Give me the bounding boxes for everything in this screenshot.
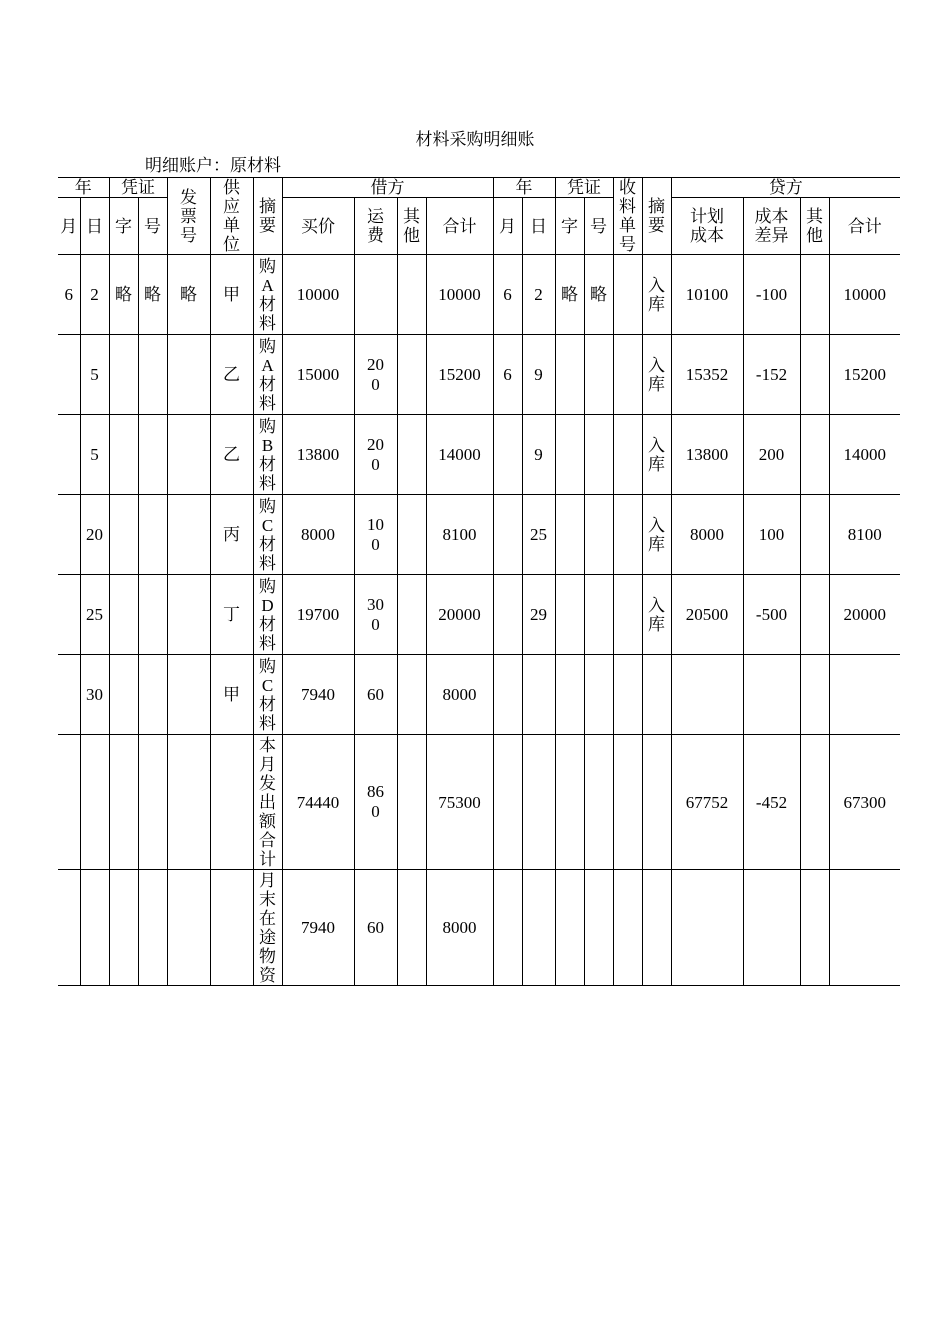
cell-freight: 860 xyxy=(354,735,397,870)
cell-other-2 xyxy=(800,335,829,415)
cell-summary: 购D材料 xyxy=(253,575,282,655)
cell-summary: 购A材料 xyxy=(253,255,282,335)
cell-month xyxy=(58,415,80,495)
cell-supplier: 丁 xyxy=(210,575,253,655)
cell-month-2 xyxy=(493,870,522,986)
cell-voucher-num-2 xyxy=(584,735,613,870)
cell-freight: 200 xyxy=(354,415,397,495)
cell-voucher-num xyxy=(138,655,167,735)
cell-purchase-price: 8000 xyxy=(282,495,354,575)
cell-receipt-no xyxy=(613,335,642,415)
cell-credit-total: 67300 xyxy=(829,735,900,870)
cell-receipt-no xyxy=(613,870,642,986)
header-receipt-no: 收料单号 xyxy=(613,178,642,255)
header-voucher-char: 字 xyxy=(109,198,138,255)
cell-other xyxy=(397,655,426,735)
cell-credit-total: 20000 xyxy=(829,575,900,655)
table-row xyxy=(58,415,900,495)
cell-invoice-no xyxy=(167,495,210,575)
cell-receipt-no xyxy=(613,655,642,735)
cell-supplier xyxy=(210,870,253,986)
cell-purchase-price: 7940 xyxy=(282,870,354,986)
cell-summary: 月末在途物资 xyxy=(253,870,282,986)
cell-credit-total: 14000 xyxy=(829,415,900,495)
cell-summary-2 xyxy=(642,870,671,986)
cell-credit-total: 15200 xyxy=(829,335,900,415)
cell-other-2 xyxy=(800,575,829,655)
cell-purchase-price: 74440 xyxy=(282,735,354,870)
cell-other-2 xyxy=(800,735,829,870)
cell-planned-cost: 13800 xyxy=(671,415,743,495)
cell-debit-total: 10000 xyxy=(426,255,493,335)
cell-voucher-char xyxy=(109,575,138,655)
cell-receipt-no xyxy=(613,255,642,335)
cell-summary-2 xyxy=(642,735,671,870)
cell-voucher-char-2 xyxy=(555,415,584,495)
header-summary: 摘要 xyxy=(253,178,282,255)
header-voucher-num-2: 号 xyxy=(584,198,613,255)
cell-month xyxy=(58,575,80,655)
cell-debit-total: 8000 xyxy=(426,870,493,986)
cell-invoice-no xyxy=(167,575,210,655)
cell-invoice-no xyxy=(167,415,210,495)
table-row xyxy=(58,735,900,870)
cell-freight xyxy=(354,255,397,335)
cell-day: 25 xyxy=(80,575,109,655)
cell-supplier: 甲 xyxy=(210,255,253,335)
cell-summary-2: 入库 xyxy=(642,495,671,575)
cell-cost-variance: -152 xyxy=(743,335,800,415)
header-other-2: 其他 xyxy=(800,198,829,255)
cell-day-2 xyxy=(522,655,555,735)
cell-voucher-num-2: 略 xyxy=(584,255,613,335)
cell-invoice-no xyxy=(167,735,210,870)
table-row xyxy=(58,335,900,415)
cell-voucher-char xyxy=(109,495,138,575)
cell-month: 6 xyxy=(58,255,80,335)
cell-receipt-no xyxy=(613,495,642,575)
header-day: 日 xyxy=(80,198,109,255)
cell-voucher-char xyxy=(109,870,138,986)
cell-voucher-num: 略 xyxy=(138,255,167,335)
cell-summary: 本月发出额合计 xyxy=(253,735,282,870)
cell-planned-cost xyxy=(671,870,743,986)
cell-month-2 xyxy=(493,735,522,870)
cell-voucher-char-2 xyxy=(555,575,584,655)
header-supplier: 供应单位 xyxy=(210,178,253,255)
cell-summary: 购A材料 xyxy=(253,335,282,415)
cell-voucher-char xyxy=(109,415,138,495)
cell-voucher-num-2 xyxy=(584,870,613,986)
header-freight: 运费 xyxy=(354,198,397,255)
cell-voucher-char-2: 略 xyxy=(555,255,584,335)
cell-month-2 xyxy=(493,655,522,735)
cell-voucher-num-2 xyxy=(584,335,613,415)
cell-voucher-num-2 xyxy=(584,495,613,575)
cell-cost-variance: -500 xyxy=(743,575,800,655)
cell-voucher-num xyxy=(138,870,167,986)
cell-other-2 xyxy=(800,655,829,735)
cell-day-2 xyxy=(522,735,555,870)
cell-day: 2 xyxy=(80,255,109,335)
cell-invoice-no: 略 xyxy=(167,255,210,335)
cell-day-2: 25 xyxy=(522,495,555,575)
cell-month xyxy=(58,335,80,415)
header-credit: 贷方 xyxy=(671,178,900,198)
cell-supplier: 乙 xyxy=(210,415,253,495)
cell-day-2: 9 xyxy=(522,335,555,415)
cell-purchase-price: 19700 xyxy=(282,575,354,655)
cell-voucher-char-2 xyxy=(555,655,584,735)
cell-cost-variance: 100 xyxy=(743,495,800,575)
cell-other xyxy=(397,335,426,415)
header-month: 月 xyxy=(58,198,80,255)
cell-freight: 200 xyxy=(354,335,397,415)
header-year: 年 xyxy=(58,178,109,198)
cell-other-2 xyxy=(800,870,829,986)
cell-day: 5 xyxy=(80,335,109,415)
cell-supplier: 乙 xyxy=(210,335,253,415)
table-row xyxy=(58,575,900,655)
ledger-table xyxy=(58,177,900,986)
cell-purchase-price: 7940 xyxy=(282,655,354,735)
cell-month-2: 6 xyxy=(493,255,522,335)
header-debit-total: 合计 xyxy=(426,198,493,255)
cell-voucher-char xyxy=(109,655,138,735)
cell-supplier: 甲 xyxy=(210,655,253,735)
cell-voucher-char-2 xyxy=(555,735,584,870)
cell-planned-cost: 15352 xyxy=(671,335,743,415)
cell-day xyxy=(80,870,109,986)
cell-cost-variance: -452 xyxy=(743,735,800,870)
cell-other xyxy=(397,735,426,870)
header-debit: 借方 xyxy=(282,178,493,198)
cell-credit-total xyxy=(829,870,900,986)
cell-month-2 xyxy=(493,415,522,495)
cell-voucher-num xyxy=(138,575,167,655)
cell-cost-variance: -100 xyxy=(743,255,800,335)
cell-summary: 购C材料 xyxy=(253,655,282,735)
cell-summary: 购C材料 xyxy=(253,495,282,575)
cell-debit-total: 20000 xyxy=(426,575,493,655)
header-cost-variance: 成本差异 xyxy=(743,198,800,255)
cell-debit-total: 8000 xyxy=(426,655,493,735)
cell-debit-total: 75300 xyxy=(426,735,493,870)
header-year-2: 年 xyxy=(493,178,555,198)
cell-cost-variance xyxy=(743,655,800,735)
cell-other xyxy=(397,255,426,335)
cell-month xyxy=(58,735,80,870)
header-invoice-no: 发票号 xyxy=(167,178,210,255)
cell-credit-total: 8100 xyxy=(829,495,900,575)
cell-voucher-num-2 xyxy=(584,575,613,655)
cell-planned-cost: 8000 xyxy=(671,495,743,575)
cell-supplier: 丙 xyxy=(210,495,253,575)
cell-voucher-char: 略 xyxy=(109,255,138,335)
cell-other-2 xyxy=(800,495,829,575)
cell-summary-2 xyxy=(642,655,671,735)
cell-planned-cost xyxy=(671,655,743,735)
cell-voucher-num-2 xyxy=(584,415,613,495)
cell-other xyxy=(397,415,426,495)
cell-voucher-char-2 xyxy=(555,335,584,415)
cell-other xyxy=(397,495,426,575)
cell-freight: 60 xyxy=(354,870,397,986)
cell-voucher-num xyxy=(138,495,167,575)
cell-voucher-char-2 xyxy=(555,870,584,986)
header-voucher-char-2: 字 xyxy=(555,198,584,255)
cell-invoice-no xyxy=(167,655,210,735)
cell-day: 30 xyxy=(80,655,109,735)
cell-debit-total: 14000 xyxy=(426,415,493,495)
cell-cost-variance xyxy=(743,870,800,986)
cell-day: 5 xyxy=(80,415,109,495)
header-planned-cost: 计划成本 xyxy=(671,198,743,255)
cell-other-2 xyxy=(800,255,829,335)
table-row xyxy=(58,655,900,735)
header-voucher-2: 凭证 xyxy=(555,178,613,198)
cell-supplier xyxy=(210,735,253,870)
cell-other xyxy=(397,870,426,986)
header-row-1 xyxy=(58,178,900,198)
cell-summary: 购B材料 xyxy=(253,415,282,495)
cell-purchase-price: 13800 xyxy=(282,415,354,495)
cell-planned-cost: 67752 xyxy=(671,735,743,870)
cell-planned-cost: 10100 xyxy=(671,255,743,335)
header-other: 其他 xyxy=(397,198,426,255)
cell-day-2: 29 xyxy=(522,575,555,655)
cell-day xyxy=(80,735,109,870)
header-month-2: 月 xyxy=(493,198,522,255)
cell-credit-total: 10000 xyxy=(829,255,900,335)
cell-freight: 300 xyxy=(354,575,397,655)
cell-freight: 60 xyxy=(354,655,397,735)
cell-month xyxy=(58,655,80,735)
cell-day: 20 xyxy=(80,495,109,575)
cell-purchase-price: 15000 xyxy=(282,335,354,415)
header-voucher: 凭证 xyxy=(109,178,167,198)
cell-month xyxy=(58,495,80,575)
cell-month-2 xyxy=(493,495,522,575)
cell-voucher-char-2 xyxy=(555,495,584,575)
header-voucher-num: 号 xyxy=(138,198,167,255)
cell-debit-total: 8100 xyxy=(426,495,493,575)
cell-voucher-num xyxy=(138,335,167,415)
cell-receipt-no xyxy=(613,415,642,495)
cell-day-2 xyxy=(522,870,555,986)
cell-summary-2: 入库 xyxy=(642,335,671,415)
cell-purchase-price: 10000 xyxy=(282,255,354,335)
cell-planned-cost: 20500 xyxy=(671,575,743,655)
header-day-2: 日 xyxy=(522,198,555,255)
cell-other-2 xyxy=(800,415,829,495)
cell-month xyxy=(58,870,80,986)
cell-voucher-num xyxy=(138,735,167,870)
cell-credit-total xyxy=(829,655,900,735)
cell-debit-total: 15200 xyxy=(426,335,493,415)
cell-summary-2: 入库 xyxy=(642,575,671,655)
cell-other xyxy=(397,575,426,655)
account-label: 明细账户：原材料 xyxy=(145,156,281,175)
cell-month-2 xyxy=(493,575,522,655)
table-row xyxy=(58,870,900,986)
cell-day-2: 2 xyxy=(522,255,555,335)
cell-summary-2: 入库 xyxy=(642,415,671,495)
cell-invoice-no xyxy=(167,335,210,415)
cell-receipt-no xyxy=(613,735,642,870)
page-title: 材料采购明细账 xyxy=(415,130,535,149)
cell-day-2: 9 xyxy=(522,415,555,495)
cell-month-2: 6 xyxy=(493,335,522,415)
table-row xyxy=(58,495,900,575)
cell-voucher-char xyxy=(109,735,138,870)
cell-voucher-num-2 xyxy=(584,655,613,735)
cell-receipt-no xyxy=(613,575,642,655)
cell-summary-2: 入库 xyxy=(642,255,671,335)
header-purchase-price: 买价 xyxy=(282,198,354,255)
cell-invoice-no xyxy=(167,870,210,986)
table-row xyxy=(58,255,900,335)
cell-freight: 100 xyxy=(354,495,397,575)
header-summary-2: 摘要 xyxy=(642,178,671,255)
header-credit-total: 合计 xyxy=(829,198,900,255)
cell-voucher-num xyxy=(138,415,167,495)
cell-voucher-char xyxy=(109,335,138,415)
cell-cost-variance: 200 xyxy=(743,415,800,495)
